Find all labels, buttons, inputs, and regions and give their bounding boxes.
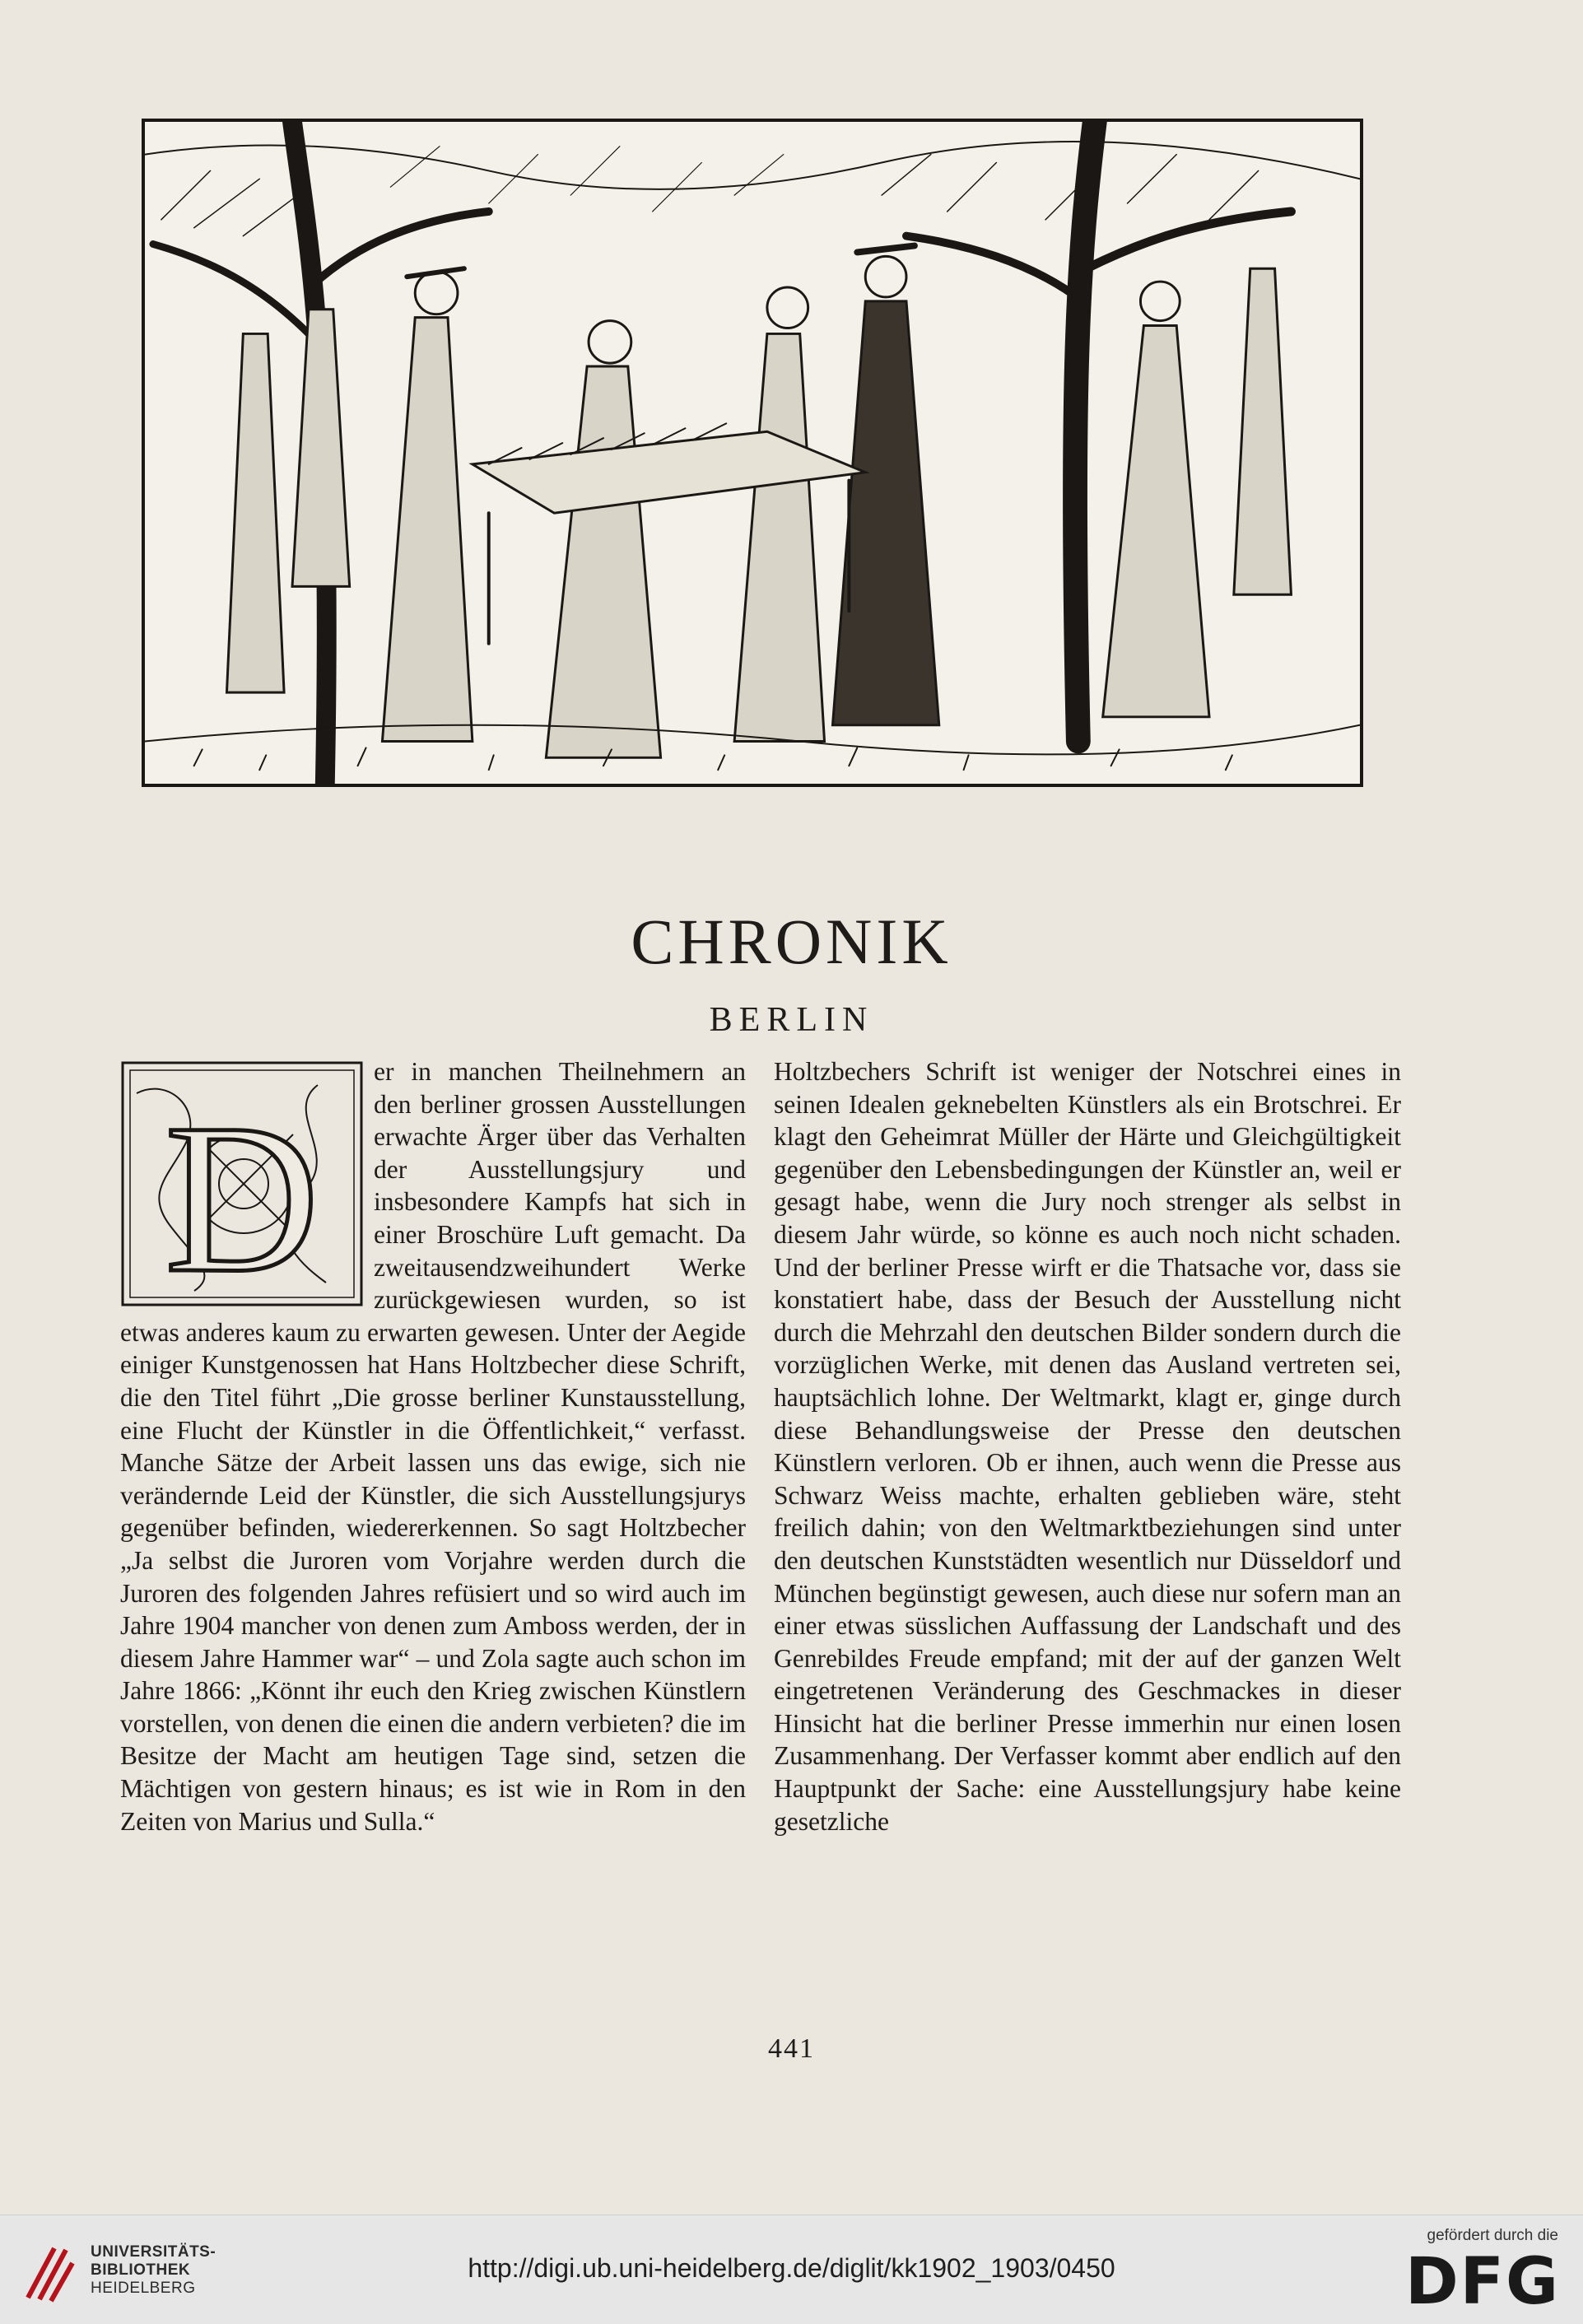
digitization-footer bbox=[0, 2215, 1583, 2324]
paragraph-left: er in manchen Theilnehmern an den berliner grossen Ausstellungen erwachte Ärger über das Verhalten der Ausstellungsjury und insbesondere Kampfs hat sich in einer Broschüre Luft gemacht. Da zweitausendzweihundert Werke zurückgewiesen wurden, so ist etwas anderes kaum zu erwarten gewesen. Unter der Aegide einiger Kunstgenossen hat Hans Holtzbecher diese Schrift, die den Titel führt „Die grosse berliner Kunstausstellung, eine Flucht der Künstler in die Öffentlichkeit,“ verfasst. Manche Sätze der Arbeit lassen uns das ewige, sich nie verändernde Leid der Künstler, die sich Ausstellungsjurys gegenüber befinden, wiedererkennen. So sagt Holtzbecher „Ja selbst die Juroren vom Vorjahre werden durch die Juroren des folgenden Jahres refüsiert und so wird auch im Jahre 1904 mancher von denen zum Amboss werden, der in diesem Jahre Hammer war“ – und Zola sagte auch schon im Jahre 1866: „Könnt ihr euch den Krieg zwischen Künstlern vorstellen, von denen die einen die andern verbieten? die im Besitze der Macht am heutigen Tage sind, setzen die Mächtigen von gestern hinaus; es ist wie in Rom in den Zeiten von Marius und Sulla.“ bbox=[120, 1057, 746, 1836]
initial-letter: D bbox=[165, 1080, 319, 1307]
permalink-url[interactable]: http://digi.ub.uni-heidelberg.de/diglit/kk1902_1903/0450 bbox=[468, 2253, 1115, 2283]
dfg-logo: DFG bbox=[1404, 2245, 1560, 2319]
book-stall-illustration bbox=[142, 119, 1363, 787]
ornamental-initial-drawing bbox=[120, 1060, 364, 1307]
illustration-drawing bbox=[145, 122, 1360, 784]
funded-by-label: gefördert durch die bbox=[1427, 2227, 1558, 2244]
paragraph-right: Holtzbechers Schrift ist weniger der Notschrei eines in seinen Idealen geknebelten Künstlers als ein Brotschrei. Er klagt den Geheimrat Müller der Härte und Gleichgültigkeit gegenüber den Lebensbedingungen der Künstler an, weil er gesagt habe, wenn die Jury noch strenger als selbst in diesem Jahr würde, so könne es auch noch nicht schaden. Und der berliner Presse wirft er die Thatsache vor, dass sie konstatiert habe, dass der Besuch der Ausstellung nicht durch die Mehrzahl den deutschen Bilder sondern durch die vorzüglichen Werke, mit denen das Ausland vertreten sei, hauptsächlich lohne. Der Weltmarkt, klagt er, ginge durch diese Behandlungsweise der Presse den deutschen Künstlern verloren. Ob er ihnen, auch wenn die Presse aus Schwarz Weiss machte, erhalten geblieben wäre, steht freilich dahin; von den Weltmarktbeziehungen sind unter den deutschen Kunststädten wesentlich nur Düsseldorf und München begünstigt gewesen, auch diese nur sofern man an einer etwas süsslichen Auffassung der Landschaft und des Genrebildes Freude empfand; mit der auf der ganzen Welt eingetretenen Veränderung des Geschmackes in dieser Hinsicht hat die berliner Presse immerhin nur einen losen Zusammenhang. Der Verfasser kommt aber endlich auf den Hauptpunkt der Sache: eine Ausstellungsjury habe keine gesetzliche bbox=[774, 1057, 1401, 1836]
page-number: 441 bbox=[768, 2033, 815, 2064]
text-column-right bbox=[774, 1055, 1401, 1837]
article-subtitle: BERLIN bbox=[709, 1001, 874, 1039]
text-column-left bbox=[120, 1055, 746, 1837]
article-title: CHRONIK bbox=[631, 906, 952, 977]
library-name-line-1: UNIVERSITÄTS- bbox=[91, 2243, 216, 2261]
ornamental-initial bbox=[120, 1060, 364, 1307]
library-name-line-2: BIBLIOTHEK bbox=[91, 2261, 191, 2279]
library-name-line-3: HEIDELBERG bbox=[91, 2280, 196, 2297]
